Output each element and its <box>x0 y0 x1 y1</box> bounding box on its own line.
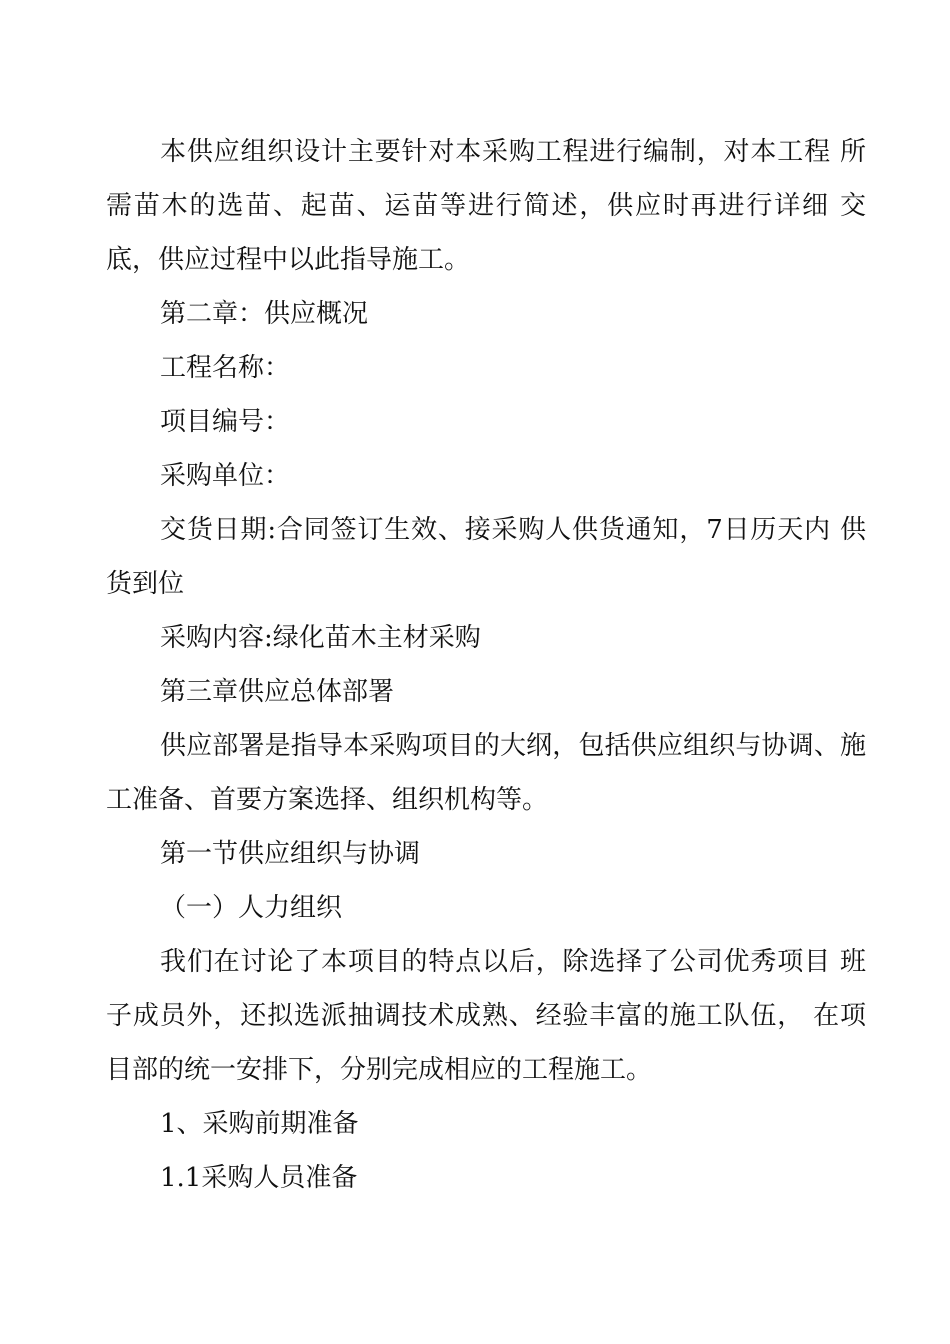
heading-item-1-1: 1.1采购人员准备 <box>160 1163 358 1193</box>
paragraph-intro: 本供应组织设计主要针对本采购工程进行编制，对本工程 所需苗木的选苗、起苗、运苗等进行简述，供应时再进行详细 交底，供应过程中以此指导施工。 <box>106 137 866 275</box>
paragraph-deployment: 供应部署是指导本采购项目的大纲，包括供应组织与协调、施工准备、首要方案选择、组织机构等。 <box>106 731 866 815</box>
document-body <box>106 125 866 1205</box>
heading-manpower: （一）人力组织 <box>160 893 343 923</box>
field-purchaser: 采购单位： <box>160 461 291 491</box>
heading-section-1: 第一节供应组织与协调 <box>160 839 421 869</box>
field-project-name: 工程名称： <box>160 353 291 383</box>
heading-item-1: 1、采购前期准备 <box>160 1109 359 1139</box>
field-project-number: 项目编号： <box>160 407 291 437</box>
field-purchase-content: 采购内容:绿化苗木主材采购 <box>160 623 481 653</box>
paragraph-team: 我们在讨论了本项目的特点以后，除选择了公司优秀项目 班子成员外，还拟选派抽调技术成熟、经验丰富的施工队伍， 在项目部的统一安排下，分别完成相应的工程施工。 <box>106 947 866 1085</box>
heading-chapter-2: 第二章：供应概况 <box>160 299 369 329</box>
field-delivery-date: 交货日期:合同签订生效、接采购人供货通知，7日历天内 供货到位 <box>106 515 866 599</box>
heading-chapter-3: 第三章供应总体部署 <box>160 677 395 707</box>
